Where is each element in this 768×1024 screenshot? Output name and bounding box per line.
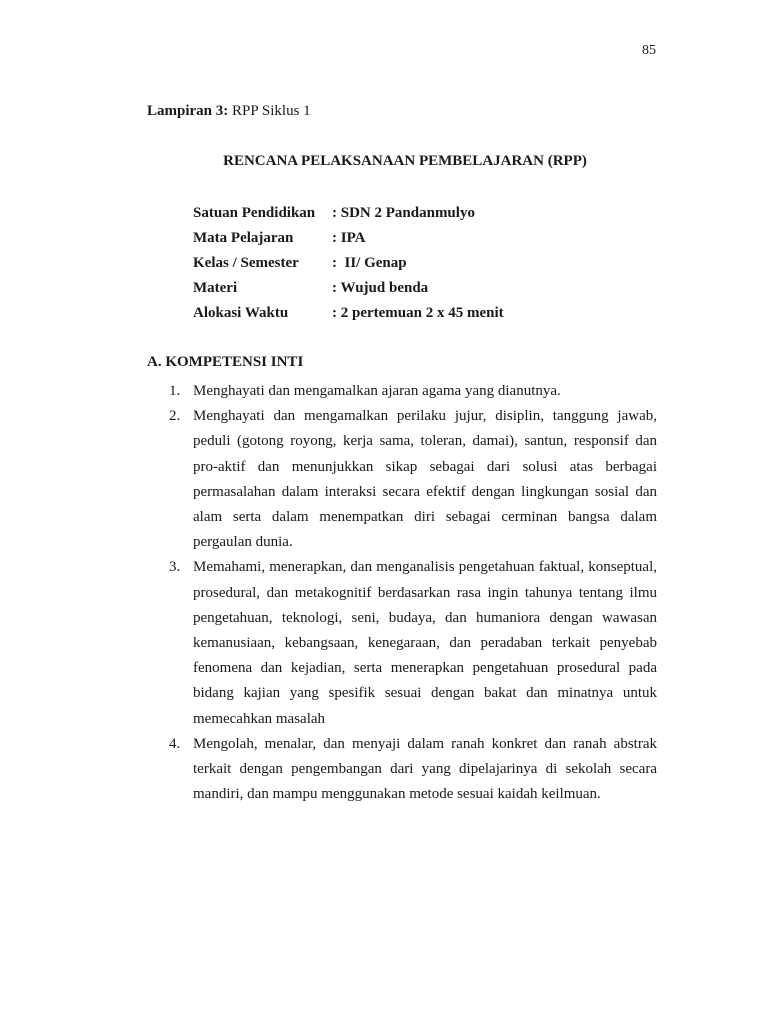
identity-row-subject [193,228,504,253]
core-competency-list [147,379,657,807]
list-item-number: 3. [169,559,181,576]
list-item-number: 4. [169,735,181,752]
list-item-text: Mengolah, menalar, dan menyaji dalam ranah konkret dan ranah abstrak terkait dengan pengembangan dari yang dipelajarinya di sekolah secara mandiri, dan mampu menggunakan metode sesuai kaidah keilmuan. [193,735,657,803]
list-item [147,379,657,404]
section-heading: A. KOMPETENSI INTI [147,354,304,370]
identity-row-material [193,278,504,303]
identity-row-time [193,303,504,328]
document-title: RENCANA PELAKSANAAN PEMBELAJARAN (RPP) [223,153,587,169]
identity-label: Alokasi Waktu [193,305,289,321]
identity-label: Satuan Pendidikan [193,205,316,221]
list-item [147,732,657,808]
identity-label: Mata Pelajaran [193,230,294,246]
identity-label: Kelas / Semester [193,255,299,271]
list-item [147,404,657,555]
list-item-number: 1. [169,383,181,399]
identity-row-school [193,203,504,228]
identity-value: : Wujud benda [332,280,429,296]
identity-value: : IPA [332,230,366,246]
list-item-text: Menghayati dan mengamalkan ajaran agama yang dianutnya. [193,383,561,399]
identity-value: : II/ Genap [332,255,407,271]
list-item-text: Menghayati dan mengamalkan perilaku jujur, disiplin, tanggung jawab, peduli (gotong royong, kerja sama, toleran, damai), santun, responsif dan pro-aktif dan menunjukkan sikap sebagai dari solusi atas berbagai permasalahan dalam interaksi secara efektif dengan lingkungan sosial dan alam serta dalam menempatkan diri sebagai cerminan bangsa dalam pergaulan dunia. [193,408,657,551]
identity-table [193,203,504,328]
list-item-number: 2. [169,408,181,425]
attachment-title: RPP Siklus 1 [228,103,311,119]
attachment-label: Lampiran 3: [147,103,229,119]
identity-row-class [193,253,504,278]
list-item [147,555,657,731]
list-item-text: Memahami, menerapkan, dan menganalisis pengetahuan faktual, konseptual, prosedural, dan metakognitif berdasarkan rasa ingin tahunya tentang ilmu pengetahuan, teknologi, seni, budaya, dan humaniora dengan wawasan kemanusiaan, kebangsaan, kenegaraan, dan peradaban terkait penyebab fenomena dan kejadian, serta menerapkan pengetahuan prosedural pada bidang kajian yang spesifik sesuai dengan bakat dan minatnya untuk memecahkan masalah [193,559,657,727]
identity-value: : SDN 2 Pandanmulyo [332,205,475,221]
identity-label: Materi [193,280,238,296]
identity-value: : 2 pertemuan 2 x 45 menit [332,305,504,321]
attachment-line [147,103,311,120]
page-number: 85 [642,43,656,58]
